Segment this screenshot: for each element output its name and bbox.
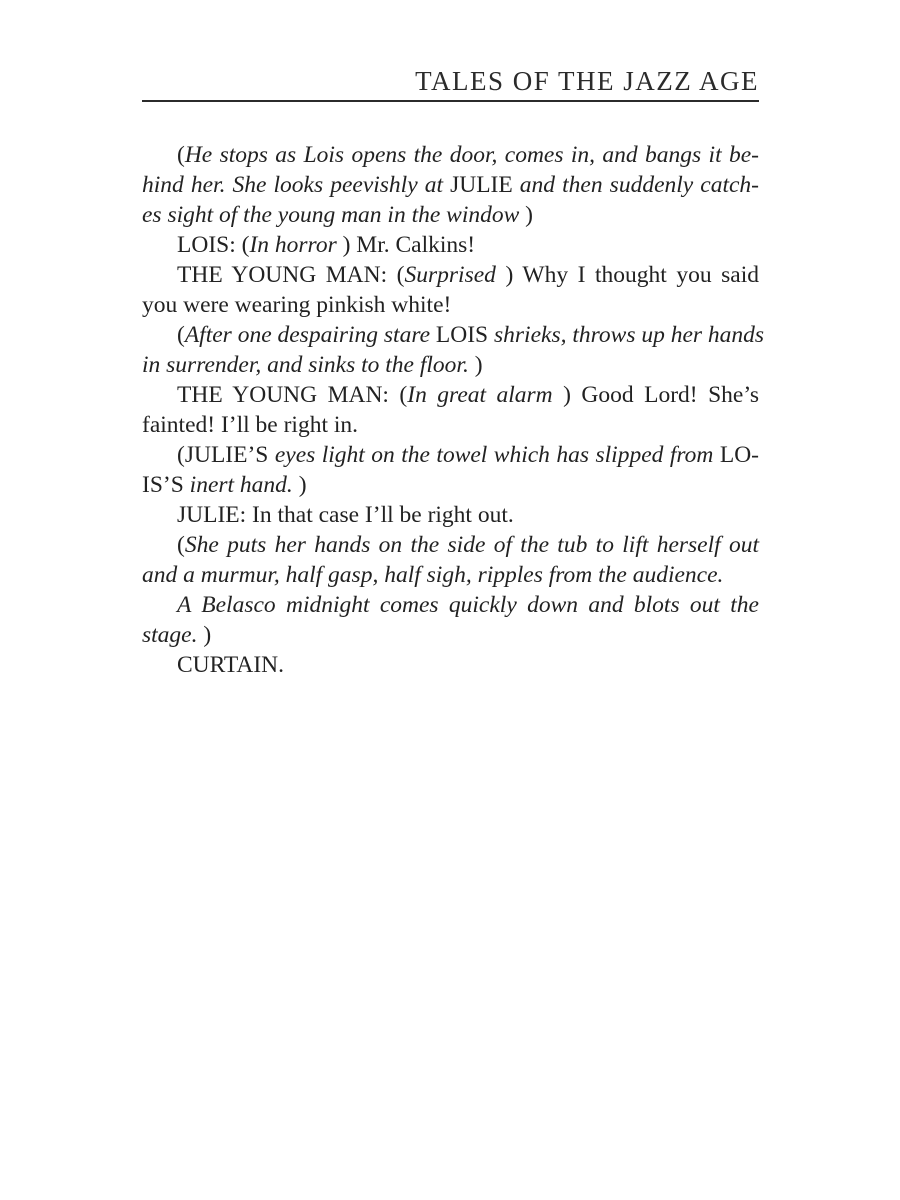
text-line [142, 500, 759, 530]
dialogue-text: fainted! I’ll be right in. [142, 412, 358, 438]
stage-direction-text: eyes light on the towel which has slipped from [274, 442, 720, 468]
dialogue-text: IS’S [142, 472, 190, 498]
dialogue-text: CURTAIN. [177, 652, 285, 678]
text-line [142, 200, 759, 230]
stage-direction-text: After one despairing stare [184, 322, 436, 348]
stage-direction-text: Surprised [404, 262, 496, 288]
dialogue-text: ( [177, 322, 185, 348]
stage-direction-text: and then suddenly catch- [512, 172, 759, 198]
text-line [142, 350, 759, 380]
stage-direction-text: and a murmur, half gasp, half sigh, ripples from the audience. [142, 562, 724, 588]
dialogue-text: THE YOUNG MAN: ( [177, 262, 405, 288]
stage-direction-text: She puts her hands on the side of the tub to lift herself out [184, 532, 759, 558]
stage-direction-text: He stops as Lois opens the door, comes in, and bangs it be- [184, 142, 759, 168]
header-rule [142, 100, 759, 102]
dialogue-text: THE YOUNG MAN: ( [177, 382, 408, 408]
dialogue-text: LOIS: ( [177, 232, 250, 258]
stage-direction-text: hind her. She looks peevishly at [142, 172, 451, 198]
stage-direction-text: es sight of the young man in the window [142, 202, 520, 228]
stage-direction-text: In great alarm [407, 382, 553, 408]
text-line [142, 530, 759, 560]
play-text [142, 140, 765, 680]
dialogue-text: ( [177, 142, 185, 168]
dialogue-text: ) Why I thought you said [495, 262, 759, 288]
text-line [142, 440, 759, 470]
dialogue-text: LOIS [435, 322, 489, 348]
text-line [142, 380, 759, 410]
running-head: TALES OF THE JAZZ AGE [415, 66, 759, 96]
text-line [142, 320, 765, 350]
text-line [142, 650, 759, 680]
text-line [142, 290, 759, 320]
dialogue-text: ) [468, 352, 483, 378]
dialogue-text: you were wearing pinkish white! [142, 292, 452, 318]
text-line [142, 470, 759, 500]
text-line [142, 260, 759, 290]
stage-direction-text: stage. [142, 622, 198, 648]
dialogue-text: (JULIE’S [177, 442, 275, 468]
dialogue-text: ) Mr. Calkins! [336, 232, 476, 258]
dialogue-text: JULIE [450, 172, 513, 198]
stage-direction-text: A Belasco midnight comes quickly down and blots out the [177, 592, 759, 618]
text-line [142, 170, 759, 200]
dialogue-text: ) [292, 472, 307, 498]
text-line [142, 230, 759, 260]
stage-direction-text: in surrender, and sinks to the floor. [142, 352, 469, 378]
text-line [142, 410, 759, 440]
dialogue-text: ) [519, 202, 533, 228]
text-line [142, 560, 759, 590]
dialogue-text: JULIE: In that case I’ll be right out. [177, 502, 514, 528]
text-line [142, 140, 759, 170]
text-line [142, 590, 759, 620]
dialogue-text: ) [197, 622, 212, 648]
dialogue-text: ( [177, 532, 185, 558]
dialogue-text: ) Good Lord! She’s [552, 382, 759, 408]
stage-direction-text: inert hand. [189, 472, 293, 498]
dialogue-text: LO- [719, 442, 759, 468]
stage-direction-text: shrieks, throws up her hands [488, 322, 765, 348]
text-line [142, 620, 759, 650]
stage-direction-text: In horror [249, 232, 337, 258]
